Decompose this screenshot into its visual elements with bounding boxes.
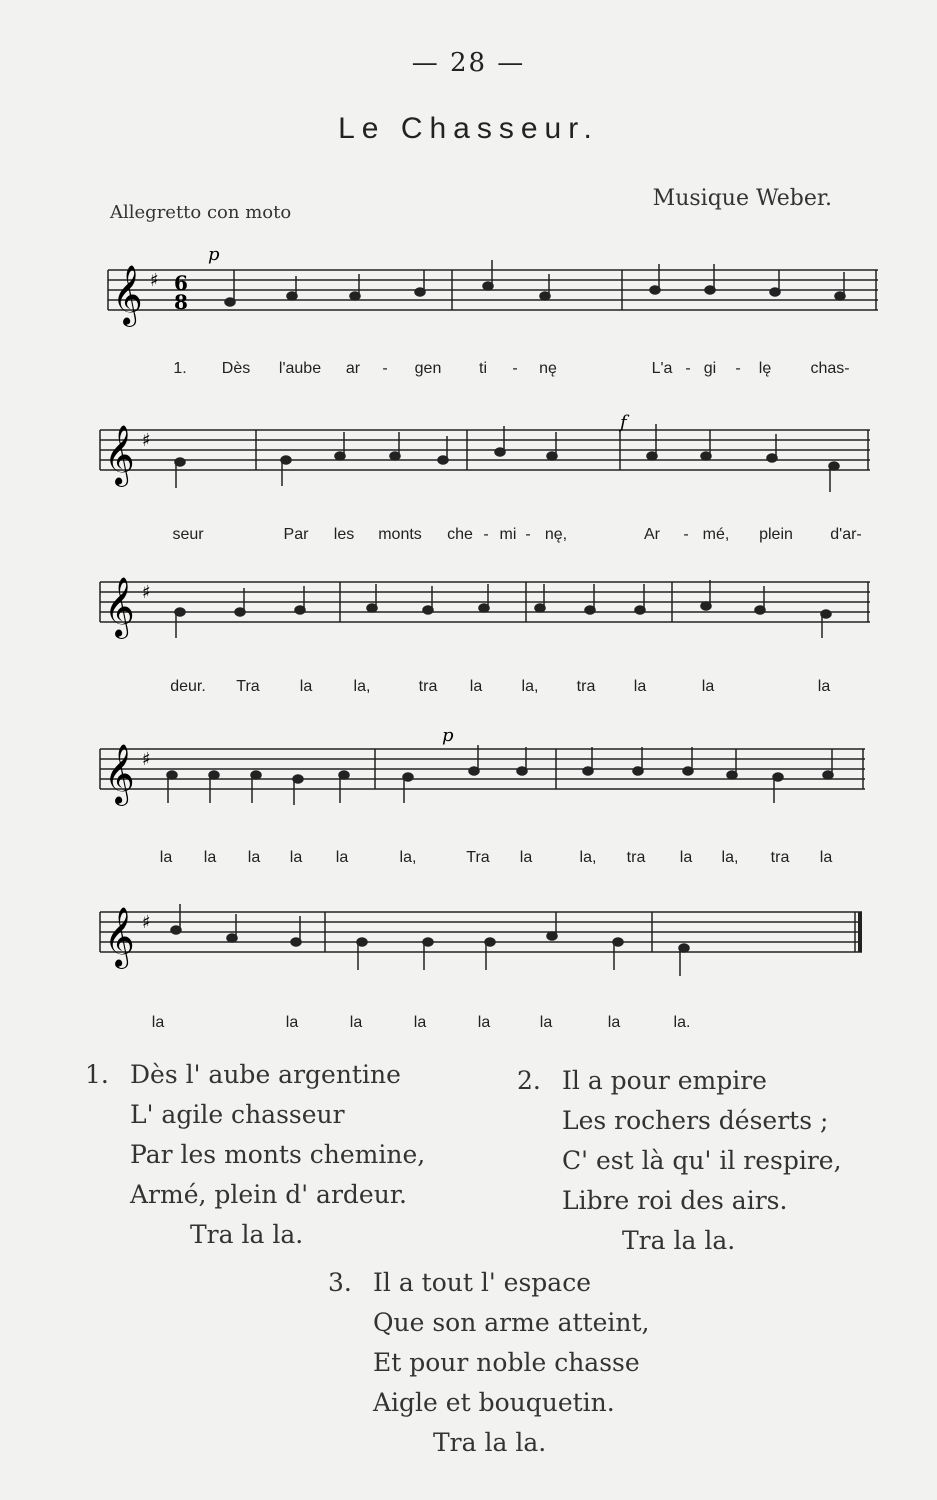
lyric-syllable: Tra: [236, 678, 260, 695]
verse-line: L' agile chasseur: [130, 1100, 345, 1129]
lyrics-row-5: [0, 1014, 937, 1038]
verse-2: [517, 1061, 842, 1261]
music-system-1: [0, 240, 937, 400]
verse-line: Il a pour empire: [562, 1066, 767, 1095]
treble-clef-icon: 𝄞: [104, 425, 135, 485]
verse-3: [328, 1263, 650, 1463]
verse-number: 1.: [85, 1060, 109, 1089]
verse-line: Armé, plein d' ardeur.: [130, 1180, 407, 1209]
verse-number: 3.: [328, 1268, 352, 1297]
lyric-syllable: tra: [576, 678, 596, 695]
lyric-syllable: la,: [721, 849, 739, 866]
lyric-syllable: -: [735, 360, 741, 377]
lyric-syllable: plein: [759, 526, 793, 543]
lyric-syllable: la: [539, 1014, 553, 1031]
verse-line: Et pour noble chasse: [373, 1348, 640, 1377]
lyric-syllable: la: [469, 678, 483, 695]
lyric-syllable: la: [289, 849, 303, 866]
music-system-4: [0, 725, 937, 885]
lyric-syllable: la: [285, 1014, 299, 1031]
staff-1: [0, 240, 937, 370]
lyric-syllable: l'aube: [278, 360, 322, 377]
lyrics-row-1: [0, 360, 937, 384]
verse-line: Dès l' aube argentine: [130, 1060, 401, 1089]
lyric-syllable: la.: [673, 1014, 691, 1031]
song-title: Le Chasseur.: [338, 112, 599, 145]
verse-line: Les rochers déserts ;: [562, 1106, 829, 1135]
composer-credit: Musique Weber.: [652, 186, 832, 211]
verse-line: Que son arme atteint,: [373, 1308, 650, 1337]
lyric-syllable: Dès: [221, 360, 251, 377]
dynamic-mark: p: [208, 244, 220, 265]
verse-refrain: Tra la la.: [190, 1220, 304, 1249]
lyric-syllable: L'a: [651, 360, 673, 377]
treble-clef-icon: 𝄞: [104, 744, 135, 804]
lyric-syllable: ar: [345, 360, 361, 377]
music-system-2: [0, 410, 937, 560]
final-barline: [858, 912, 862, 952]
lyric-syllable: tra: [770, 849, 790, 866]
verse-line: Aigle et bouquetin.: [373, 1388, 615, 1417]
lyric-syllable: la: [159, 849, 173, 866]
lyric-syllable: tra: [418, 678, 438, 695]
lyric-syllable: d'ar-: [830, 526, 862, 543]
verse-line: Il a tout l' espace: [373, 1268, 592, 1297]
lyric-syllable: Par: [283, 526, 309, 543]
lyric-syllable: -: [512, 360, 518, 377]
lyric-syllable: deur.: [170, 678, 206, 695]
lyric-syllable: la: [151, 1014, 165, 1031]
lyrics-row-4: [0, 849, 937, 873]
lyric-syllable: la,: [399, 849, 417, 866]
lyric-syllable: Tra: [466, 849, 490, 866]
lyric-syllable: la: [247, 849, 261, 866]
svg-text:6: 6: [174, 271, 188, 295]
lyrics-row-3: [0, 678, 937, 702]
music-system-3: [0, 560, 937, 710]
verse-1: [85, 1055, 426, 1255]
lyric-syllable: la: [203, 849, 217, 866]
lyric-syllable: tra: [626, 849, 646, 866]
treble-clef-icon: 𝄞: [112, 265, 143, 325]
lyric-syllable: la: [679, 849, 693, 866]
lyric-syllable: la: [519, 849, 533, 866]
tempo-marking: Allegretto con moto: [110, 202, 292, 223]
lyric-syllable: nę,: [544, 526, 568, 543]
lyric-syllable: ti: [479, 360, 487, 377]
lyric-syllable: che: [447, 526, 473, 543]
verse-line: Libre roi des airs.: [562, 1186, 788, 1215]
lyric-syllable: les: [333, 526, 355, 543]
lyric-syllable: gen: [414, 360, 442, 377]
svg-text:♯: ♯: [142, 582, 151, 603]
lyrics-row-2: [0, 526, 937, 550]
verse-refrain: Tra la la.: [622, 1226, 736, 1255]
staff-5: [0, 890, 937, 1005]
lyric-syllable: la: [335, 849, 349, 866]
lyric-syllable: -: [525, 526, 531, 543]
lyric-syllable: chas-: [810, 360, 850, 377]
lyric-syllable: la: [477, 1014, 491, 1031]
verse-line: C' est là qu' il respire,: [562, 1146, 842, 1175]
lyric-syllable: la: [299, 678, 313, 695]
music-system-5: [0, 890, 937, 1040]
staff-4: [0, 725, 937, 845]
lyric-syllable: monts: [378, 526, 422, 543]
svg-text:8: 8: [174, 290, 188, 314]
lyric-syllable: -: [683, 526, 689, 543]
lyric-syllable: la: [701, 678, 715, 695]
treble-clef-icon: 𝄞: [104, 577, 135, 637]
lyric-syllable: la: [633, 678, 647, 695]
lyric-syllable: mi: [499, 526, 517, 543]
lyric-syllable: gi: [703, 360, 717, 377]
lyric-syllable: la: [413, 1014, 427, 1031]
staff-2: [0, 410, 937, 530]
lyric-syllable: -: [382, 360, 388, 377]
lyric-syllable: la: [817, 678, 831, 695]
lyric-syllable: la,: [579, 849, 597, 866]
verse-number: 2.: [517, 1066, 541, 1095]
lyric-syllable: -: [483, 526, 489, 543]
lyric-syllable: Ar: [644, 526, 660, 543]
lyric-syllable: 1.: [173, 360, 187, 377]
svg-text:♯: ♯: [142, 430, 151, 451]
svg-text:♯: ♯: [142, 749, 151, 770]
lyric-syllable: la: [607, 1014, 621, 1031]
verse-line: Par les monts chemine,: [130, 1140, 426, 1169]
dynamic-mark: p: [442, 725, 454, 746]
lyric-syllable: -: [685, 360, 691, 377]
svg-text:♯: ♯: [150, 270, 159, 291]
lyric-syllable: la: [819, 849, 833, 866]
lyric-syllable: mé,: [702, 526, 730, 543]
lyric-syllable: seur: [172, 526, 204, 543]
lyric-syllable: nę: [539, 360, 557, 377]
lyric-syllable: la: [349, 1014, 363, 1031]
staff-3: [0, 560, 937, 680]
lyric-syllable: la,: [353, 678, 371, 695]
lyric-syllable: lę: [758, 360, 772, 377]
dynamic-mark: f: [620, 412, 627, 433]
verse-refrain: Tra la la.: [433, 1428, 547, 1457]
lyric-syllable: la,: [521, 678, 539, 695]
treble-clef-icon: 𝄞: [104, 907, 135, 967]
page-number: — 28 —: [411, 48, 526, 78]
svg-text:♯: ♯: [142, 912, 151, 933]
